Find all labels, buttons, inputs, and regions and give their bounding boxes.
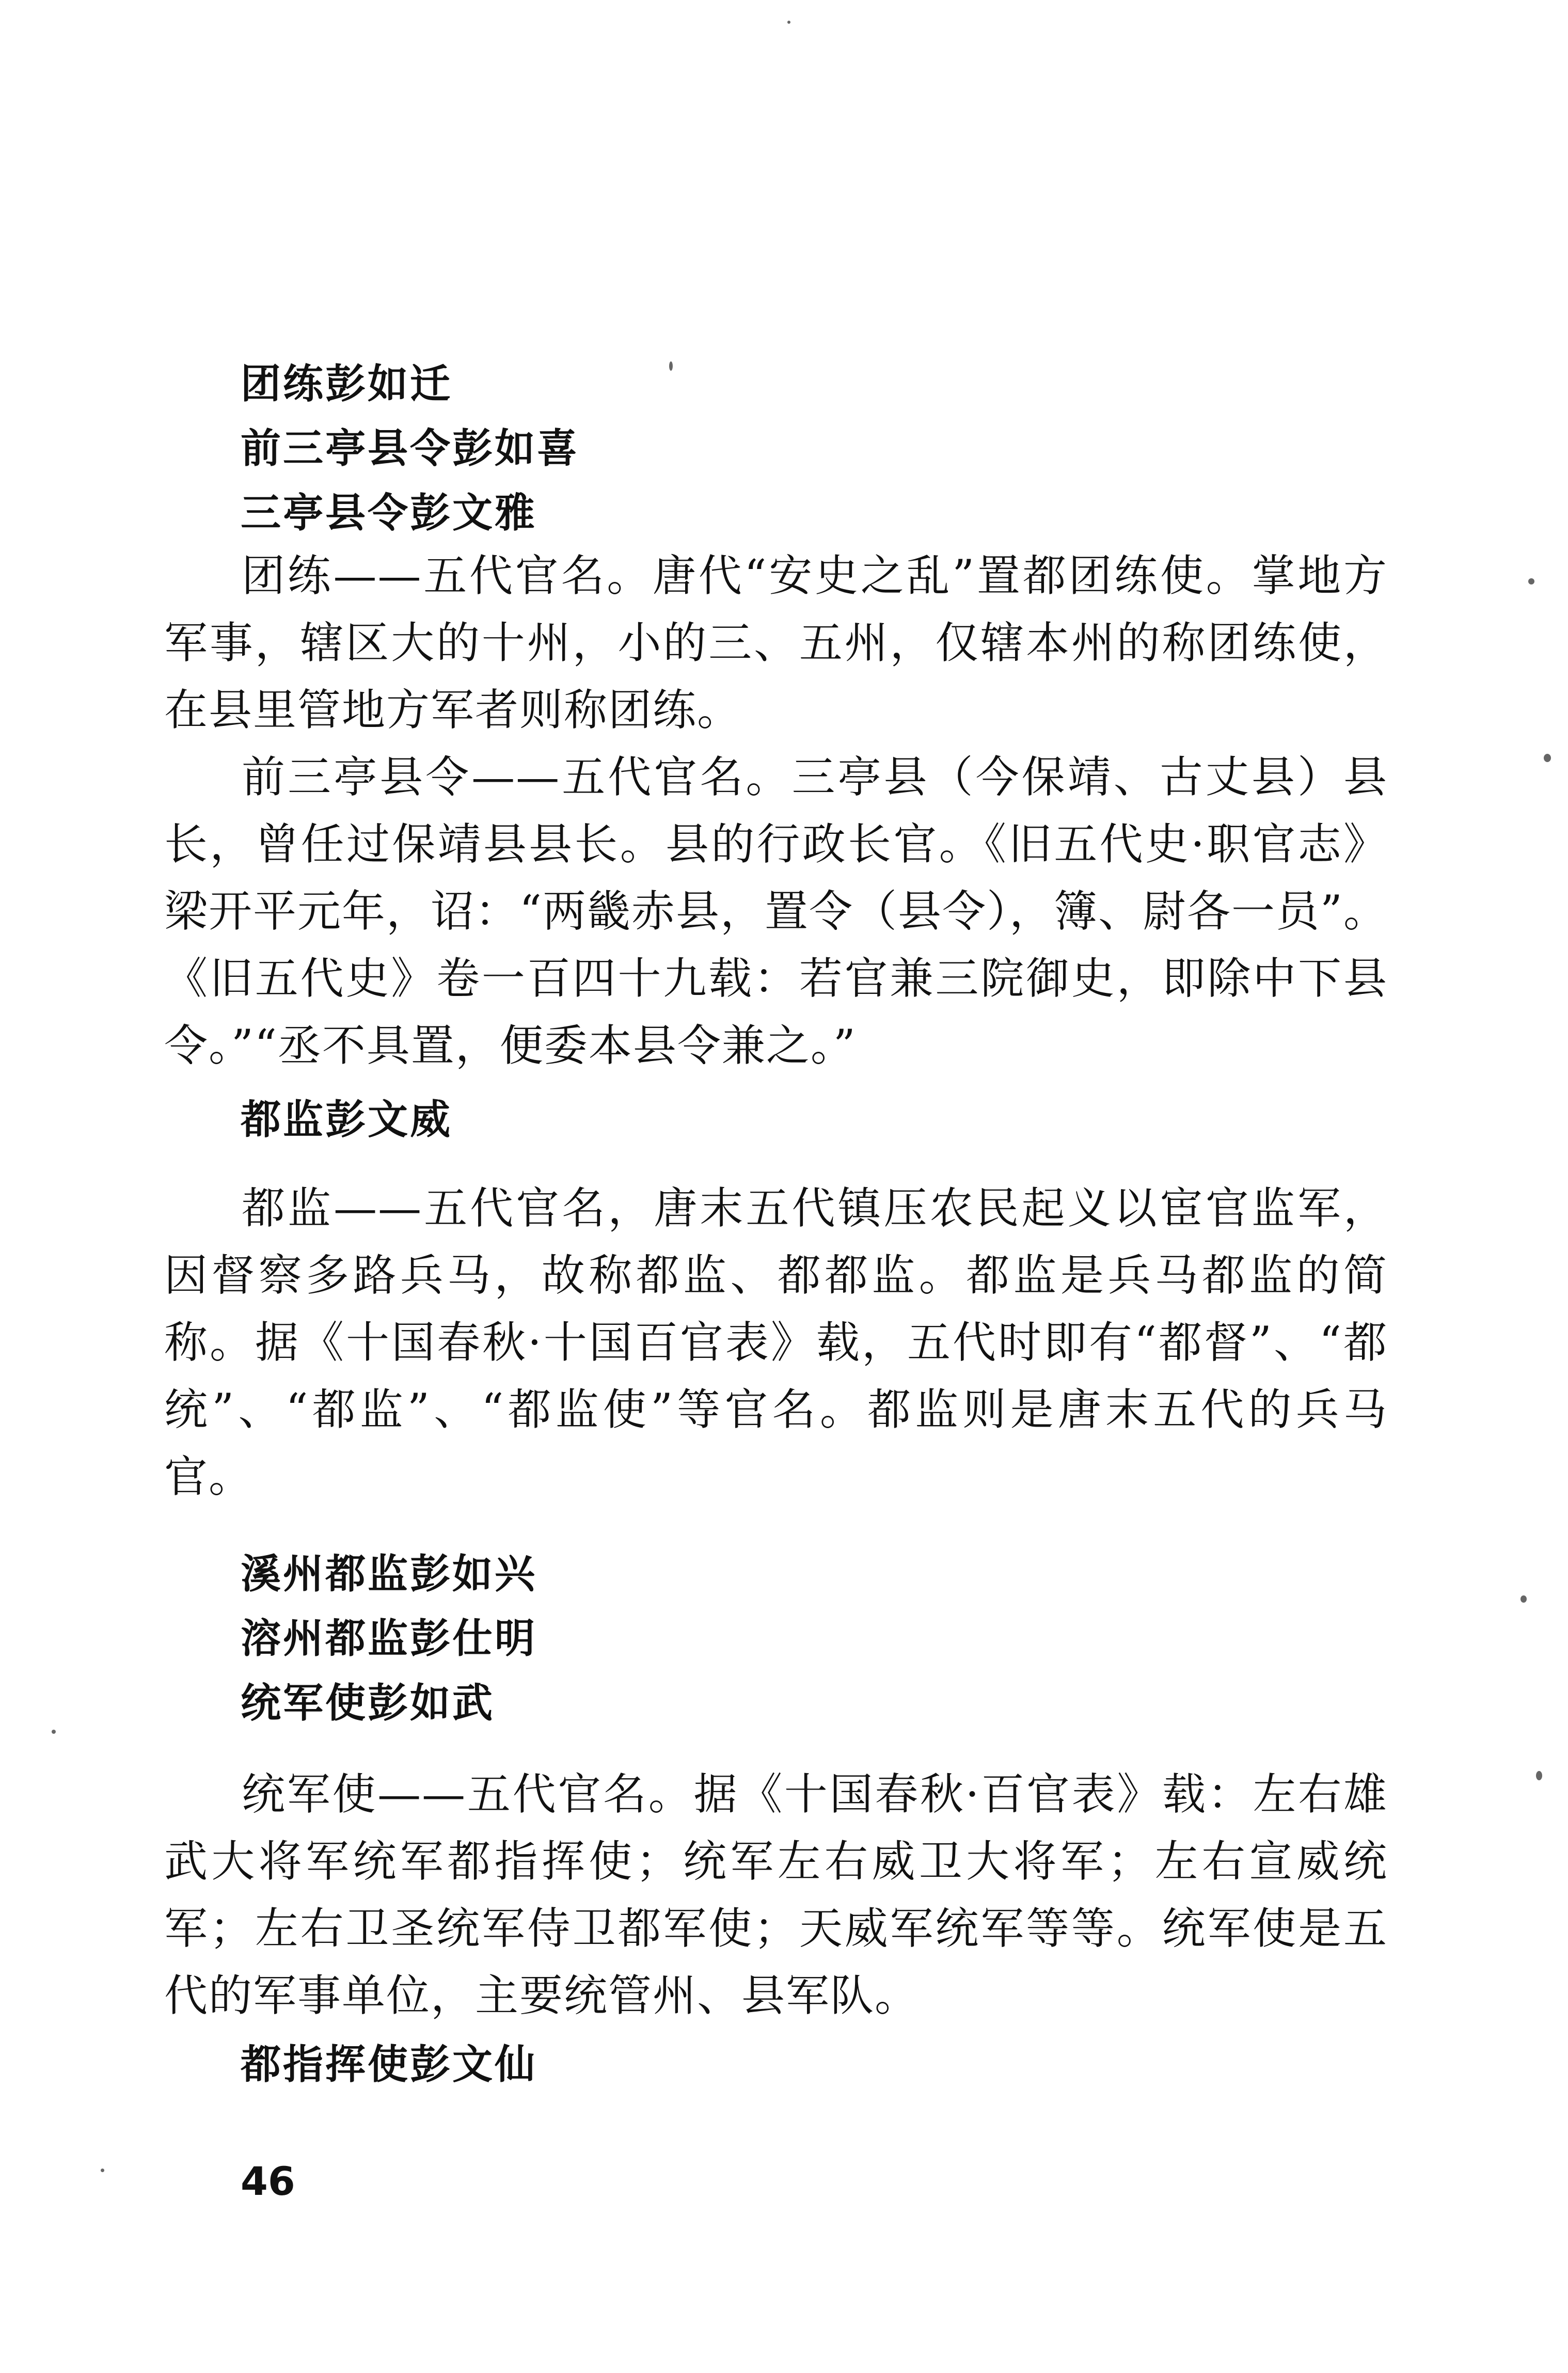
heading-dujian: 都监彭文威: [241, 1097, 453, 1143]
scan-speck: [52, 1730, 56, 1734]
heading-tongjunshi: 统军使彭如武: [241, 1680, 495, 1727]
scan-speck: [101, 2169, 104, 2172]
scan-speck: [1528, 578, 1534, 584]
scan-speck: [1521, 1595, 1527, 1603]
page-number: 46: [241, 2158, 295, 2204]
paragraph-tongjunshi: 统军使——五代官名。据《十国春秋·百官表》载：左右雄武大将军统军都指挥使；统军左右威卫大将军；左右宣威统军；左右卫圣统军侍卫都军使；天威军统军等等。统军使是五代的军事单位，主要统管州、县军队。: [164, 1769, 1388, 2021]
heading-tuanlian: 团练彭如迁: [241, 361, 453, 407]
paragraph-tuanlian: 团练——五代官名。唐代“安史之乱”置都团练使。掌地方军事，辖区大的十州，小的三、五州，仅辖本州的称团练使，在县里管地方军者则称团练。: [164, 550, 1388, 735]
heading-xizhou-dujian: 溪州都监彭如兴: [241, 1551, 537, 1597]
heading-rongzhou-dujian: 溶州都监彭仕明: [241, 1616, 537, 1662]
paragraph-qian-santing-xianling: 前三亭县令——五代官名。三亭县（今保靖、古丈县）县长，曾任过保靖县县长。县的行政长官。《旧五代史·职官志》梁开平元年，诏：“两畿赤县，置令（县令），簿、尉各一员”。《旧五代史》卷一百四十九载：若官兼三院御史，即除中下县令。”“丞不具置，便委本县令兼之。”: [164, 752, 1388, 1071]
heading-qian-santing-xianling: 前三亭县令彭如喜: [241, 425, 580, 472]
heading-duzhihuishi: 都指挥使彭文仙: [241, 2042, 537, 2088]
heading-santing-xianling: 三亭县令彭文雅: [241, 490, 537, 536]
scan-speck: [669, 361, 673, 371]
scan-speck: [1536, 1771, 1542, 1780]
scan-speck: [787, 21, 790, 24]
scan-speck: [1544, 754, 1551, 762]
paragraph-dujian: 都监——五代官名，唐末五代镇压农民起义以宦官监军，因督察多路兵马，故称都监、都都监。都监是兵马都监的简称。据《十国春秋·十国百官表》载，五代时即有“都督”、“都统”、“都监”、“都监使”等官名。都监则是唐末五代的兵马官。: [164, 1183, 1388, 1502]
